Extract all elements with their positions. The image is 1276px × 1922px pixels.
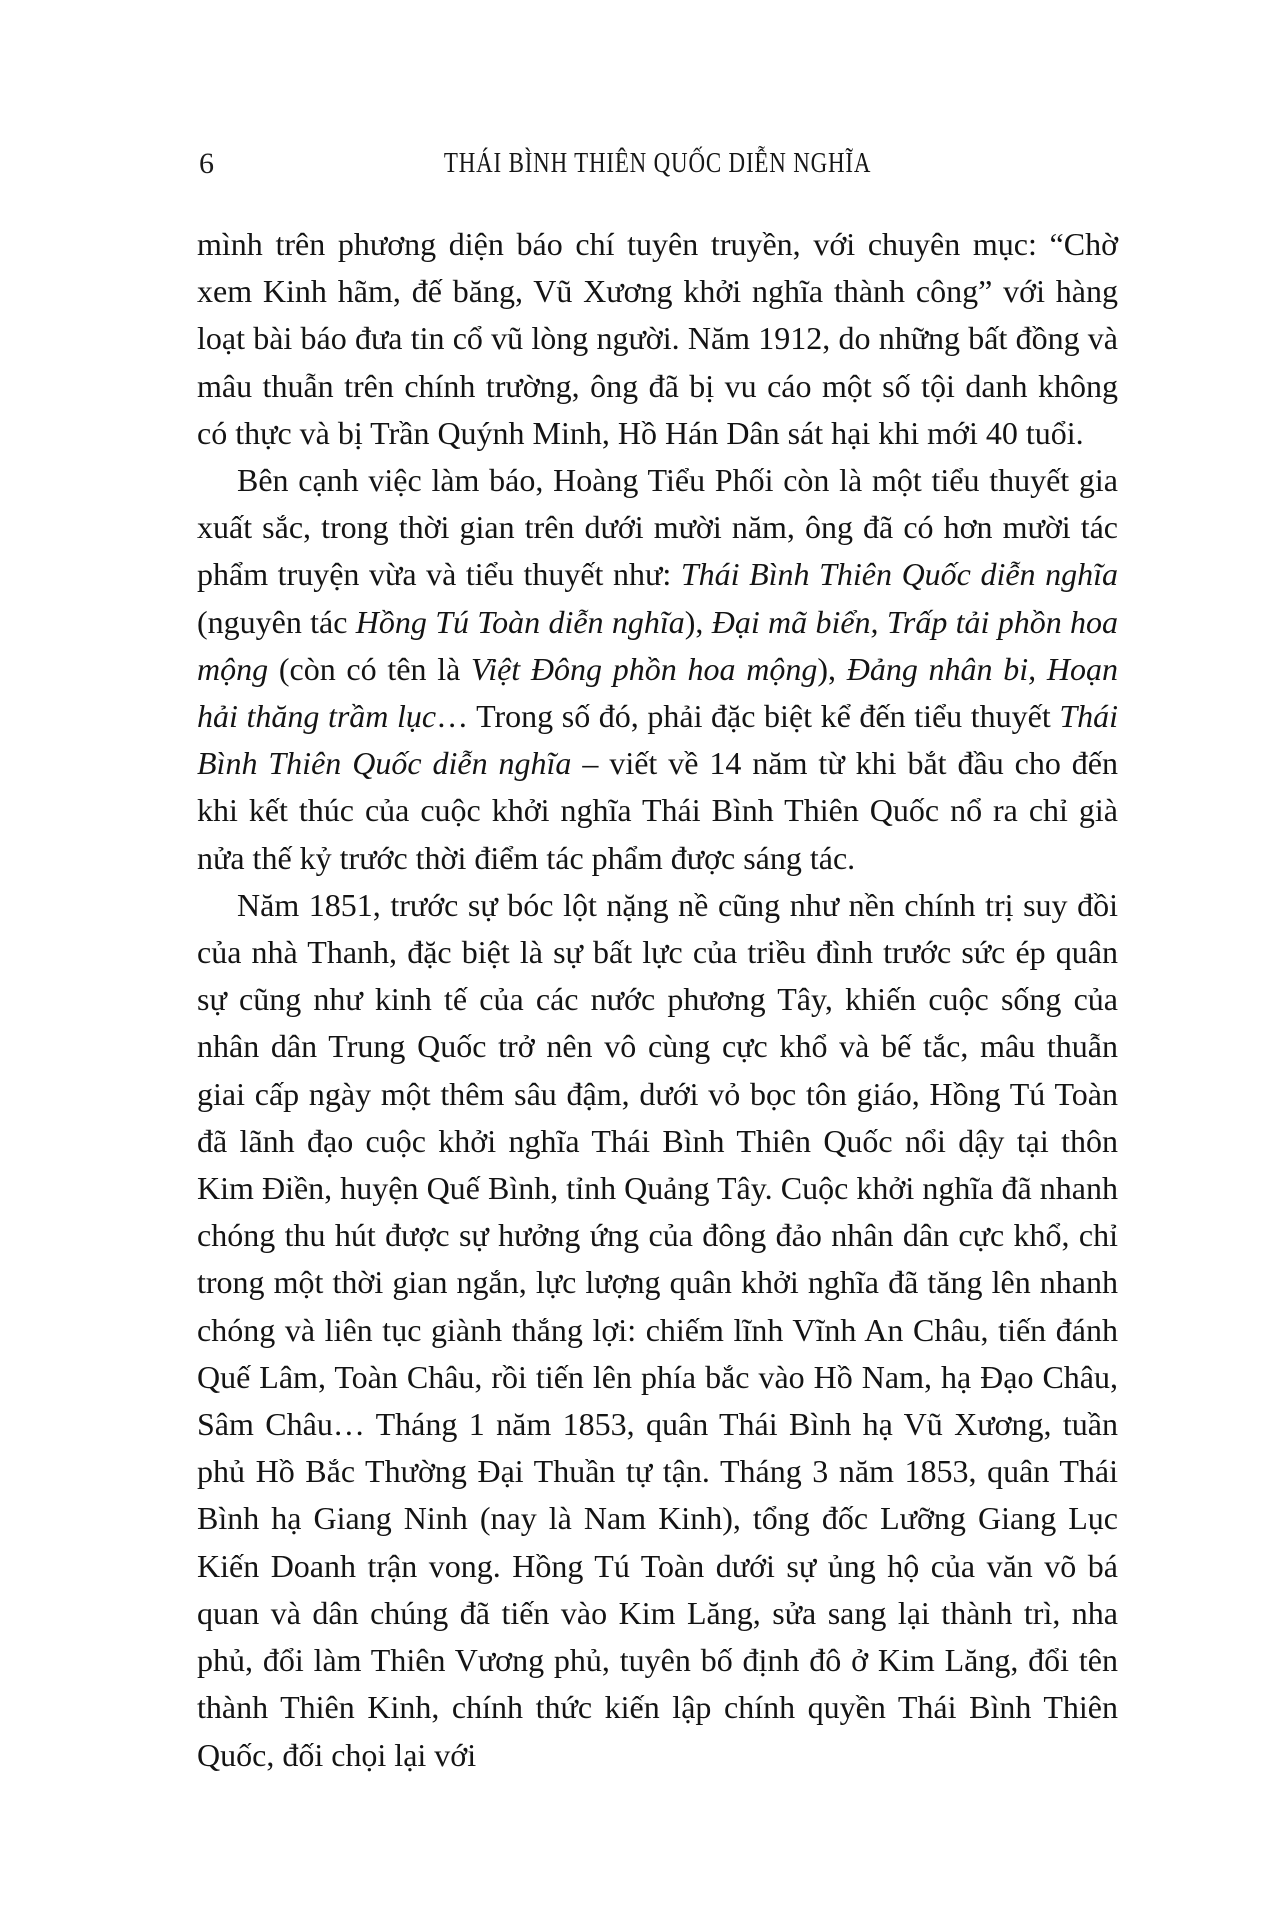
- text-run: ),: [684, 603, 712, 640]
- book-title-italic: Đại mã biển, Trấp tải phồn hoa mộng: [197, 603, 1119, 687]
- body-text: [197, 221, 1118, 1779]
- running-title: [197, 148, 1118, 180]
- book-title-italic: Đảng nhân bi, Hoạn hải thăng trầm lục: [197, 650, 1119, 735]
- text-run: Năm 1851, trước sự bóc lột nặng nề cũng như nền chính trị suy đồi của nhà Thanh, đặc biệt là sự bất lực của triều đình trước sức ép quân sự cũng như kinh tế của các nước phương Tây, khiến cuộc sống của nhân dân Trung Quốc trở nên vô cùng cực khổ và bế tắc, mâu thuẫn giai cấp ngày một thêm sâu đậm, dưới vỏ bọc tôn giáo, Hồng Tú Toàn đã lãnh đạo cuộc khởi nghĩa Thái Bình Thiên Quốc nổi dậy tại thôn Kim Điền, huyện Quế Bình, tỉnh Quảng Tây. Cuộc khởi nghĩa đã nhanh chóng thu hút được sự hưởng ứng của đông đảo nhân dân cực khổ, chỉ trong một thời gian ngắn, lực lượng quân khởi nghĩa đã tăng lên nhanh chóng và liên tục giành thắng lợi: chiếm lĩnh Vĩnh An Châu, tiến đánh Quế Lâm, Toàn Châu, rồi tiến lên phía bắc vào Hồ Nam, hạ Đạo Châu, Sâm Châu… Tháng 1 năm 1853, quân Thái Bình hạ Vũ Xương, tuần phủ Hồ Bắc Thường Đại Thuần tự tận. Tháng 3 năm 1853, quân Thái Bình hạ Giang Ninh (nay là Nam Kinh), tổng đốc Lưỡng Giang Lục Kiến Doanh trận vong. Hồng Tú Toàn dưới sự ủng hộ của văn võ bá quan và dân chúng đã tiến vào Kim Lăng, sửa sang lại thành trì, nha phủ, đổi làm Thiên Vương phủ, tuyên bố định đô ở Kim Lăng, đổi tên thành Thiên Kinh, chính thức kiến lập chính quyền Thái Bình Thiên Quốc, đối chọi lại với: [197, 886, 1118, 1773]
- book-title-italic: Thái Bình Thiên Quốc diễn nghĩa: [680, 556, 1119, 593]
- paragraph: [197, 882, 1118, 1779]
- text-run: ),: [817, 650, 847, 687]
- running-header: [197, 148, 1118, 180]
- paragraph: [197, 457, 1118, 882]
- book-title-italic: Việt Đông phồn hoa mộng: [471, 650, 818, 687]
- text-run: … Trong số đó, phải đặc biệt kể đến tiểu thuyết: [436, 698, 1060, 735]
- text-run: – viết về 14 năm từ khi bắt đầu cho đến khi kết thúc của cuộc khởi nghĩa Thái Bình Thiên Quốc nổ ra chỉ già nửa thế kỷ trước thời điểm tác phẩm được sáng tác.: [197, 745, 1119, 876]
- book-title-italic: Thái Bình Thiên Quốc diễn nghĩa: [197, 698, 1119, 782]
- text-run: Bên cạnh việc làm báo, Hoàng Tiểu Phối còn là một tiểu thuyết gia xuất sắc, trong thời gian trên dưới mười năm, ông đã có hơn mười tác phẩm truyện vừa và tiểu thuyết như:: [197, 462, 1118, 593]
- page-number: 6: [199, 147, 214, 180]
- paragraph: [197, 221, 1118, 457]
- text-run: (nguyên tác: [197, 603, 356, 640]
- book-title-italic: Hồng Tú Toàn diễn nghĩa: [355, 603, 685, 640]
- text-run: mình trên phương diện báo chí tuyên truyền, với chuyên mục: “Chờ xem Kinh hãm, đế băng, Vũ Xương khởi nghĩa thành công” với hàng loạt bài báo đưa tin cổ vũ lòng người. Năm 1912, do những bất đồng và mâu thuẫn trên chính trường, ông đã bị vu cáo một số tội danh không có thực và bị Trần Quýnh Minh, Hồ Hán Dân sát hại khi mới 40 tuổi.: [197, 226, 1118, 451]
- text-run: (còn có tên là: [268, 650, 472, 687]
- running-title-text: THÁI BÌNH THIÊN QUỐC DIỄN NGHĨA: [443, 148, 872, 179]
